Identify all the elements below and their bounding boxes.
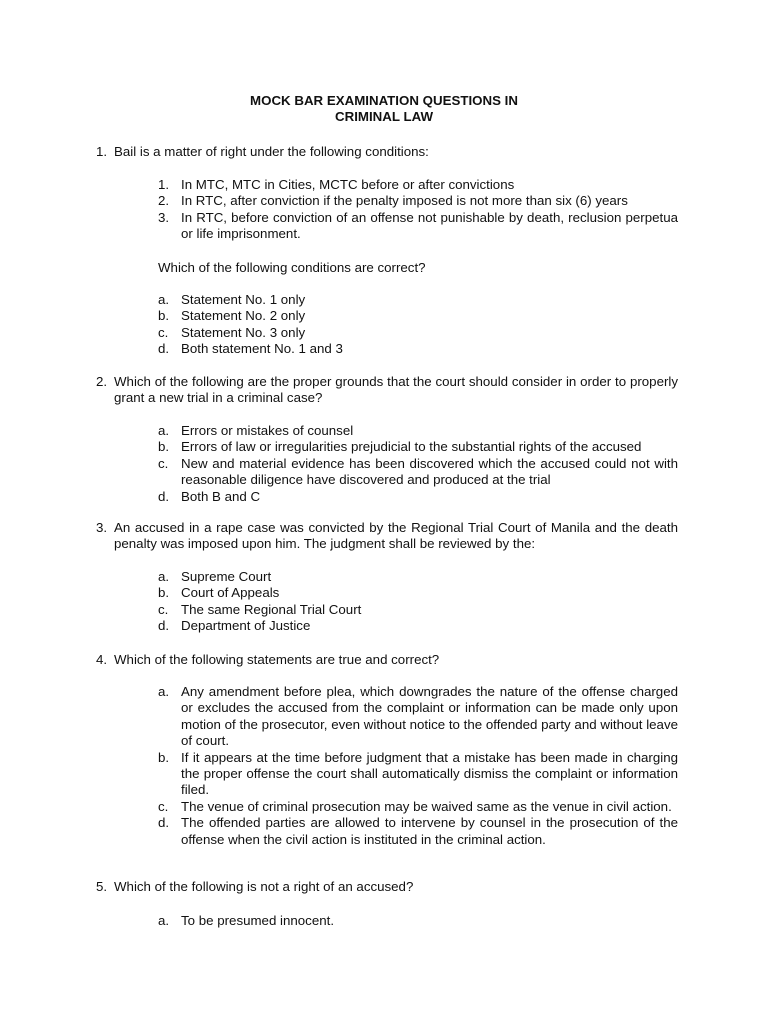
list-marker: 3. bbox=[158, 209, 170, 225]
list-item-text: Both statement No. 1 and 3 bbox=[181, 341, 343, 357]
list-item bbox=[158, 210, 678, 243]
list-item-text: The offended parties are allowed to intervene by counsel in the prosecution of the offense when the civil action is instituted in the criminal action. bbox=[181, 815, 678, 847]
question-number: 2. bbox=[96, 374, 108, 389]
list-marker: c. bbox=[158, 601, 169, 617]
list-item-text: Department of Justice bbox=[181, 618, 311, 634]
list-item bbox=[158, 456, 678, 489]
list-item-text: The venue of criminal prosecution may be waived same as the venue in civil action. bbox=[181, 798, 672, 814]
list-item-text: Supreme Court bbox=[181, 569, 272, 584]
list-item-text: To be presumed innocent. bbox=[181, 913, 335, 928]
list-item bbox=[158, 585, 678, 601]
question-text: An accused in a rape case was convicted by the Regional Trial Court of Manila and the death penalty was imposed upon him. The judgment shall be reviewed by the: bbox=[114, 520, 678, 552]
list-item bbox=[158, 489, 678, 505]
question-number: 1. bbox=[96, 144, 108, 159]
question-2 bbox=[96, 374, 678, 407]
list-item bbox=[158, 423, 678, 439]
list-item-text: Errors of law or irregularities prejudicial to the substantial rights of the accused bbox=[181, 439, 642, 455]
list-item bbox=[158, 341, 678, 357]
question-text: Bail is a matter of right under the following conditions: bbox=[114, 144, 429, 159]
question-prompt: Which of the following conditions are correct? bbox=[158, 260, 426, 275]
list-item bbox=[158, 602, 678, 618]
list-marker: c. bbox=[158, 455, 169, 471]
list-item-text: New and material evidence has been discovered which the accused could not with reasonable diligence have discovered and produced at the trial bbox=[181, 455, 678, 488]
list-marker: d. bbox=[158, 341, 170, 357]
list-marker: c. bbox=[158, 324, 169, 340]
list-item bbox=[158, 569, 678, 585]
list-item bbox=[158, 750, 678, 799]
list-marker: d. bbox=[158, 488, 170, 504]
list-item-text: In RTC, after conviction if the penalty imposed is not more than six (6) years bbox=[181, 193, 628, 209]
list-item bbox=[158, 308, 678, 324]
list-item-text: Errors or mistakes of counsel bbox=[181, 423, 354, 438]
list-item bbox=[158, 815, 678, 848]
question-text: Which of the following is not a right of an accused? bbox=[114, 879, 414, 894]
list-marker: a. bbox=[158, 684, 170, 699]
list-marker: b. bbox=[158, 308, 170, 324]
list-item bbox=[158, 439, 678, 455]
list-marker: b. bbox=[158, 749, 170, 765]
list-item bbox=[158, 325, 678, 341]
statement-list bbox=[158, 177, 678, 243]
question-number: 5. bbox=[96, 879, 108, 894]
list-item-text: Both B and C bbox=[181, 488, 261, 504]
list-marker: b. bbox=[158, 439, 170, 455]
list-marker: a. bbox=[158, 292, 170, 307]
list-item-text: Statement No. 1 only bbox=[181, 292, 306, 307]
choice-list bbox=[158, 292, 678, 358]
question-5 bbox=[96, 879, 678, 895]
question-text: Which of the following are the proper grounds that the court should consider in order to properly grant a new trial in a criminal case? bbox=[114, 374, 678, 406]
list-item bbox=[158, 913, 678, 929]
title-line-2: CRIMINAL LAW bbox=[335, 109, 433, 124]
list-item-text: In MTC, MTC in Cities, MCTC before or after convictions bbox=[181, 177, 515, 192]
question-number: 4. bbox=[96, 652, 108, 667]
list-marker: a. bbox=[158, 569, 170, 584]
question-4 bbox=[96, 652, 678, 668]
list-marker: c. bbox=[158, 798, 169, 814]
list-marker: 2. bbox=[158, 193, 170, 209]
list-item-text: If it appears at the time before judgment that a mistake has been made in charging the proper offense the court shall automatically dismiss the complaint or information filed. bbox=[181, 749, 678, 798]
list-marker: a. bbox=[158, 913, 170, 928]
list-item-text: Court of Appeals bbox=[181, 585, 280, 601]
list-item-text: In RTC, before conviction of an offense not punishable by death, reclusion perpetua or life imprisonment. bbox=[181, 209, 678, 242]
question-number: 3. bbox=[96, 520, 108, 535]
list-marker: a. bbox=[158, 423, 170, 438]
question-text: Which of the following statements are true and correct? bbox=[114, 652, 440, 667]
list-marker: b. bbox=[158, 585, 170, 601]
list-item-text: Any amendment before plea, which downgrades the nature of the offense charged or excludes the accused from the complaint or information can be made only upon motion of the prosecutor, even without notice to the offended party and without leave of court. bbox=[181, 684, 678, 749]
list-item bbox=[158, 193, 678, 209]
list-marker: 1. bbox=[158, 177, 170, 192]
choice-list bbox=[158, 913, 678, 929]
question-3 bbox=[96, 520, 678, 553]
list-item bbox=[158, 177, 678, 193]
title-line-1: MOCK BAR EXAMINATION QUESTIONS IN bbox=[250, 93, 518, 108]
list-marker: d. bbox=[158, 618, 170, 634]
list-item-text: Statement No. 3 only bbox=[181, 324, 306, 340]
choice-list bbox=[158, 423, 678, 505]
document-title bbox=[0, 93, 768, 125]
choice-list bbox=[158, 569, 678, 635]
list-item bbox=[158, 618, 678, 634]
list-item-text: The same Regional Trial Court bbox=[181, 601, 362, 617]
choice-list bbox=[158, 684, 678, 848]
list-item bbox=[158, 799, 678, 815]
list-item-text: Statement No. 2 only bbox=[181, 308, 306, 324]
list-marker: d. bbox=[158, 815, 170, 831]
list-item bbox=[158, 684, 678, 750]
list-item bbox=[158, 292, 678, 308]
question-1 bbox=[96, 144, 678, 160]
